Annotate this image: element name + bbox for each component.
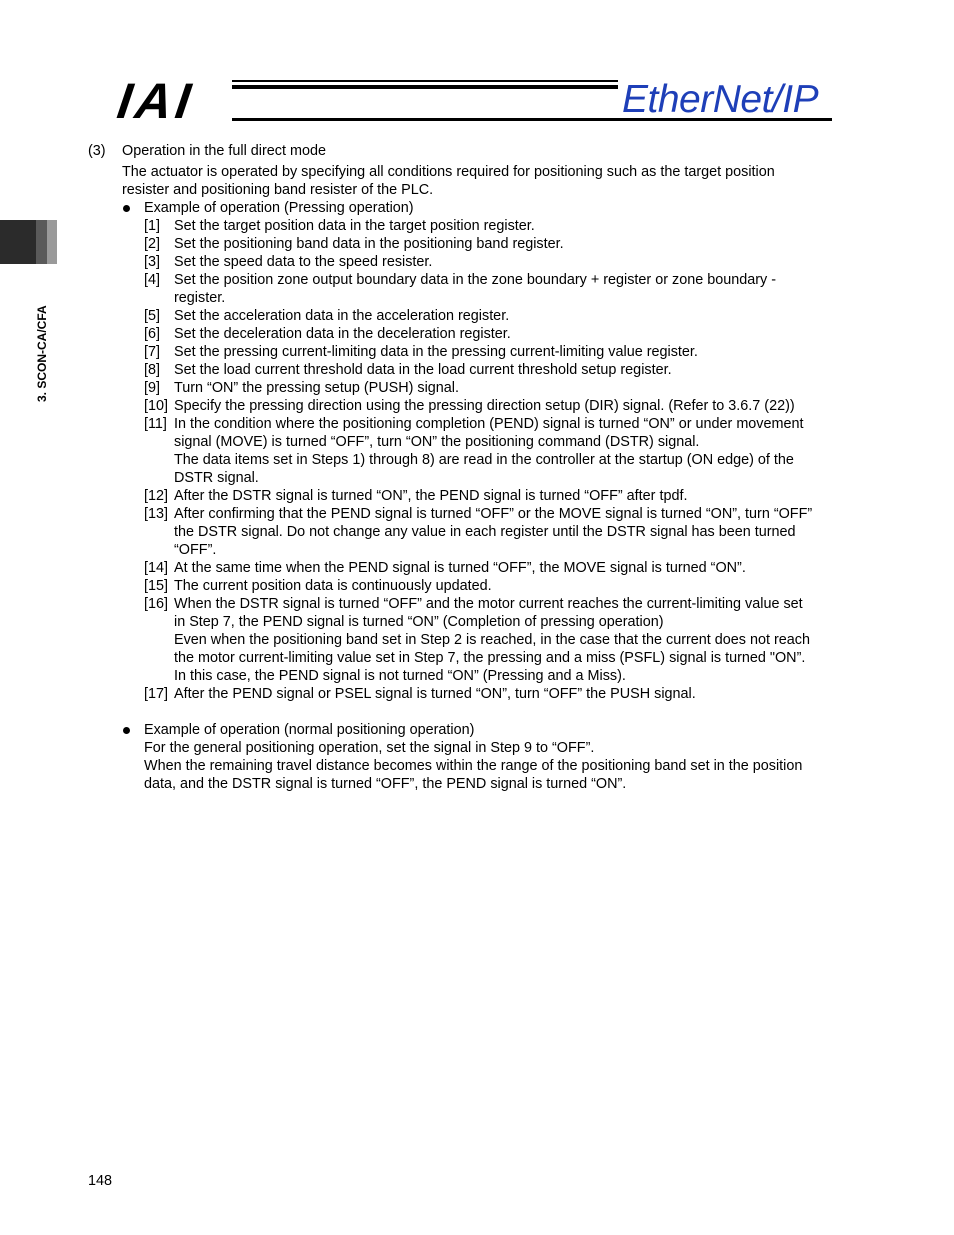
chapter-tab-light (47, 220, 57, 264)
step-text: Specify the pressing direction using the pressing direction setup (DIR) signal. (Refer to 3.6.7 (22)) (174, 397, 795, 414)
step-number: [4] (144, 271, 160, 288)
bullet-icon (123, 205, 130, 212)
step-text: Turn “ON” the pressing setup (PUSH) signal. (174, 379, 459, 396)
chapter-tab-dark (0, 220, 36, 264)
header-rule-thin (232, 80, 618, 82)
example-text-line: When the remaining travel distance becomes within the range of the positioning band set in the position (144, 757, 803, 774)
step-number: [11] (144, 415, 167, 432)
chapter-side-label: 3. SCON-CA/CFA (35, 305, 49, 402)
iai-logo: IAI (114, 73, 198, 129)
step-number: [7] (144, 343, 160, 360)
step-text: in Step 7, the PEND signal is turned “ON” (Completion of pressing operation) (174, 613, 664, 630)
section-title: Operation in the full direct mode (122, 143, 326, 159)
step-text: In the condition where the positioning completion (PEND) signal is turned “ON” or under movement (174, 415, 804, 432)
step-text: register. (174, 289, 226, 306)
step-text: Even when the positioning band set in Step 2 is reached, in the case that the current does not reach (174, 631, 810, 648)
step-text: After the DSTR signal is turned “ON”, the PEND signal is turned “OFF” after tpdf. (174, 487, 688, 504)
step-number: [2] (144, 235, 160, 252)
step-number: [8] (144, 361, 160, 378)
step-text: “OFF”. (174, 541, 217, 558)
step-number: [9] (144, 379, 160, 396)
step-text: When the DSTR signal is turned “OFF” and the motor current reaches the current-limiting value set (174, 595, 803, 612)
header-rule-thick (232, 85, 618, 89)
step-text: In this case, the PEND signal is not turned “ON” (Pressing and a Miss). (174, 667, 626, 684)
step-text: Set the position zone output boundary data in the zone boundary + register or zone boundary - (174, 271, 777, 288)
step-text: Set the acceleration data in the acceleration register. (174, 307, 510, 324)
bullet-icon (123, 727, 130, 734)
step-text: The data items set in Steps 1) through 8) are read in the controller at the startup (ON edge) of the (174, 451, 794, 468)
chapter-tab-mid (36, 220, 47, 264)
step-text: After confirming that the PEND signal is turned “OFF” or the MOVE signal is turned “ON”, turn “OFF” (174, 505, 813, 522)
section-intro-line: resister and positioning band resister of the PLC. (122, 181, 434, 198)
step-text: signal (MOVE) is turned “OFF”, turn “ON” the positioning command (DSTR) signal. (174, 433, 700, 450)
step-text: Set the target position data in the target position register. (174, 217, 535, 234)
step-number: [3] (144, 253, 160, 270)
section-number: (3) (88, 143, 106, 159)
example-title: Example of operation (normal positioning operation) (144, 721, 475, 738)
step-text: Set the deceleration data in the deceleration register. (174, 325, 511, 342)
step-number: [14] (144, 559, 169, 576)
step-text: DSTR signal. (174, 469, 259, 486)
step-number: [16] (144, 595, 169, 612)
section-intro-line: The actuator is operated by specifying all conditions required for positioning such as the target position (122, 163, 775, 180)
step-number: [5] (144, 307, 160, 324)
ethernet-ip-logo: EtherNet/IP (622, 78, 819, 121)
step-number: [10] (144, 397, 169, 414)
step-number: [1] (144, 217, 160, 234)
step-number: [6] (144, 325, 160, 342)
step-text: Set the positioning band data in the positioning band register. (174, 235, 564, 252)
step-text: the DSTR signal. Do not change any value in each register until the DSTR signal has been turned (174, 523, 796, 540)
step-text: Set the load current threshold data in the load current threshold setup register. (174, 361, 672, 378)
step-number: [15] (144, 577, 169, 594)
page-number: 148 (88, 1173, 113, 1189)
step-text: After the PEND signal or PSEL signal is turned “ON”, turn “OFF” the PUSH signal. (174, 685, 696, 702)
example-text-line: For the general positioning operation, set the signal in Step 9 to “OFF”. (144, 739, 595, 756)
step-text: Set the speed data to the speed resister. (174, 253, 433, 270)
step-text: Set the pressing current-limiting data in the pressing current-limiting value register. (174, 343, 698, 360)
example-title: Example of operation (Pressing operation) (144, 199, 414, 216)
example-text-line: data, and the DSTR signal is turned “OFF”, the PEND signal is turned “ON”. (144, 775, 627, 792)
step-number: [13] (144, 505, 169, 522)
step-text: The current position data is continuously updated. (174, 577, 492, 594)
step-number: [12] (144, 487, 169, 504)
step-text: the motor current-limiting value set in Step 7, the pressing and a miss (PSFL) signal is turned "ON”. (174, 649, 806, 666)
step-text: At the same time when the PEND signal is turned “OFF”, the MOVE signal is turned “ON”. (174, 559, 746, 576)
step-number: [17] (144, 685, 169, 702)
